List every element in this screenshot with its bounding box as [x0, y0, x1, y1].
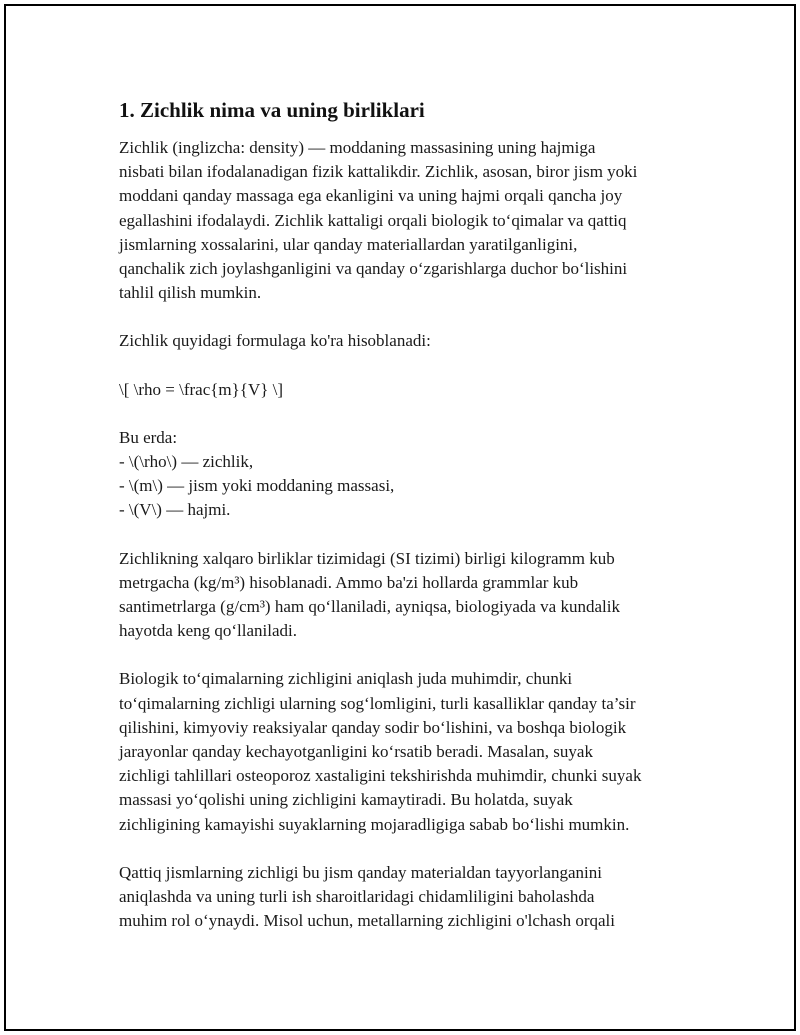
document-page — [4, 4, 796, 1031]
text-line: qanchalik zich joylashganligini va qanday o‘zgarishlarga duchor bo‘lishini — [119, 259, 628, 279]
text-line: Zichlik quyidagi formulaga ko'ra hisoblanadi: — [119, 331, 431, 351]
text-line: to‘qimalarning zichligi ularning sog‘lomligini, turli kasalliklar qanday ta’sir — [119, 693, 636, 713]
text-line: muhim rol o‘ynaydi. Misol uchun, metallarning zichligini o'lchash orqali — [119, 911, 615, 931]
text-line: egallashini ifodalaydi. Zichlik kattaligi orqali biologik to‘qimalar va qattiq — [119, 210, 627, 230]
paragraph — [119, 378, 699, 402]
text-line: - \(m\) — jism yoki moddaning massasi, — [119, 476, 395, 496]
text-line: jismlarning xossalarini, ular qanday materiallardan yaratilganligini, — [119, 234, 578, 254]
text-line: Biologik to‘qimalarning zichligini aniqlash juda muhimdir, chunki — [119, 669, 573, 689]
paragraph — [119, 861, 699, 934]
text-line: Bu erda: — [119, 427, 178, 447]
text-line: santimetrlarga (g/cm³) ham qo‘llaniladi, ayniqsa, biologiyada va kundalik — [119, 597, 620, 617]
text-line: zichligining kamayishi suyaklarning mojaradligiga sabab bo‘lishi mumkin. — [119, 814, 630, 834]
text-line: qilishini, kimyoviy reaksiyalar qanday sodir bo‘lishini, va boshqa biologik — [119, 717, 627, 737]
paragraph-container — [119, 136, 699, 933]
text-line: nisbati bilan ifodalanadigan fizik kattalikdir. Zichlik, asosan, biror jism yoki — [119, 162, 638, 182]
paragraph — [119, 426, 699, 523]
text-line: Zichlikning xalqaro birliklar tizimidagi (SI tizimi) birligi kilogramm kub — [119, 548, 615, 568]
paragraph — [119, 667, 699, 836]
text-line: hayotda keng qo‘llaniladi. — [119, 621, 297, 641]
text-line: metrgacha (kg/m³) hisoblanadi. Ammo ba'zi hollarda grammlar kub — [119, 572, 579, 592]
text-line: moddani qanday massaga ega ekanligini va uning hajmi orqali qancha joy — [119, 186, 623, 206]
section-heading: 1. Zichlik nima va uning birliklari — [119, 98, 425, 122]
text-line: Qattiq jismlarning zichligi bu jism qanday materialdan tayyorlanganini — [119, 862, 602, 882]
text-line: zichligi tahlillari osteoporoz xastaligini tekshirishda muhimdir, chunki suyak — [119, 766, 642, 786]
text-line: aniqlashda va uning turli ish sharoitlaridagi chidamliligini baholashda — [119, 887, 595, 907]
text-line: - \(V\) — hajmi. — [119, 500, 231, 520]
paragraph — [119, 136, 699, 305]
document-content — [119, 96, 699, 957]
paragraph — [119, 547, 699, 644]
text-line: jarayonlar qanday kechayotganligini ko‘rsatib beradi. Masalan, suyak — [119, 742, 593, 762]
paragraph — [119, 329, 699, 353]
text-line: Zichlik (inglizcha: density) — moddaning massasining uning hajmiga — [119, 138, 596, 157]
text-line: massasi yo‘qolishi uning zichligini kamaytiradi. Bu holatda, suyak — [119, 790, 573, 810]
text-line: tahlil qilish mumkin. — [119, 283, 262, 303]
text-line: - \(\rho\) — zichlik, — [119, 452, 254, 472]
text-line: \[ \rho = \frac{m}{V} \] — [119, 379, 284, 399]
